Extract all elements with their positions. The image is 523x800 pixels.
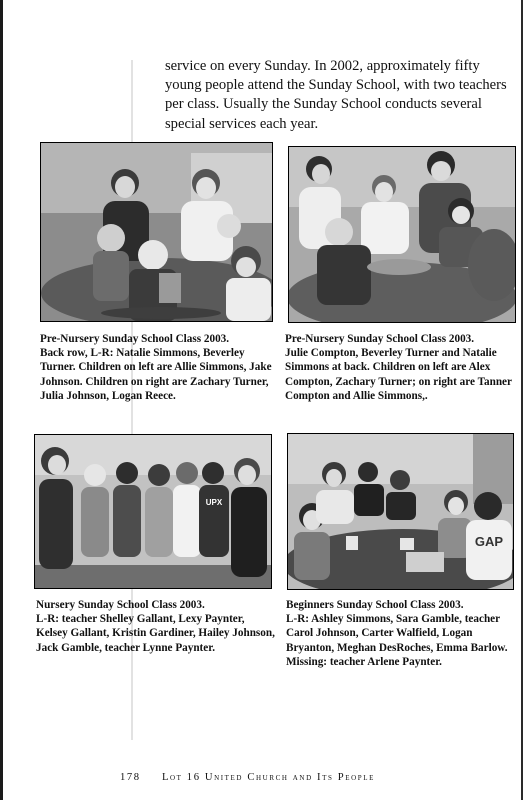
caption-body: Julie Compton, Beverley Turner and Natalie Simmons at back. Children on left are Alex Compton, Zachary Turner; on right are Tanner Compton and Allie Simmons,.: [285, 347, 512, 402]
photo-caption: [286, 598, 518, 669]
photo-nursery: [34, 434, 272, 589]
caption-body: L-R: teacher Shelley Gallant, Lexy Paynter, Kelsey Gallant, Kristin Gardiner, Hailey Johnson, Jack Gamble, teacher Lynne Paynter.: [36, 613, 275, 654]
photo-caption: [36, 598, 276, 655]
page-left-edge: [0, 0, 3, 800]
photo-caption: [285, 332, 517, 403]
book-title: Lot 16 United Church and Its People: [161, 772, 375, 783]
photo-pre-nursery-2: [288, 146, 516, 323]
caption-title: Pre-Nursery Sunday School Class 2003.: [285, 333, 475, 345]
photo-beginners: [287, 433, 514, 590]
caption-title: Beginners Sunday School Class 2003.: [286, 599, 464, 611]
page-footer: [120, 772, 500, 783]
intro-paragraph: service on every Sunday. In 2002, approximately fifty young people attend the Sunday School, with two teachers per class. Usually the Sunday School conducts several special services each year.: [165, 58, 507, 132]
shirt-text: GAP: [474, 534, 504, 549]
photo-pre-nursery-1: [40, 142, 273, 322]
page-number: 178: [120, 772, 141, 783]
caption-title: Nursery Sunday School Class 2003.: [36, 599, 205, 611]
caption-title: Pre-Nursery Sunday School Class 2003.: [40, 333, 230, 345]
photo-caption: [40, 332, 280, 403]
shirt-text: UPX: [205, 498, 223, 507]
caption-body: Back row, L-R: Natalie Simmons, Beverley Turner. Children on left are Allie Simmons, Jake Johnson. Children on right are Zachary Turner, Julia Johnson, Logan Reece.: [40, 347, 272, 402]
caption-body: L-R: Ashley Simmons, Sara Gamble, teacher Carol Johnson, Carter Walfield, Logan Bryanton, Meghan DesRoches, Emma Barlow. Missing: teacher Arlene Paynter.: [286, 613, 508, 668]
